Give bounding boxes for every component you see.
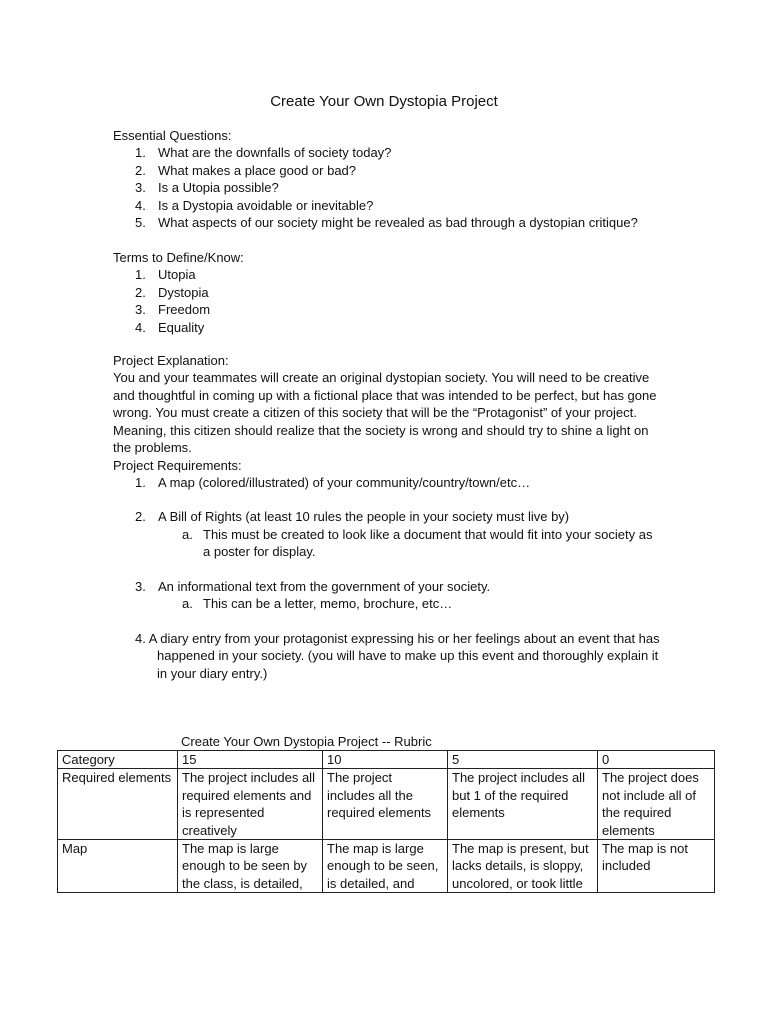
- table-row: [58, 769, 715, 840]
- list-item: 4. Equality: [135, 319, 205, 335]
- table-cell: Required elements: [58, 769, 178, 840]
- list-item: 3. Freedom: [135, 302, 211, 318]
- list-item: 3. Is a Utopia possible?: [135, 180, 279, 196]
- rubric-table: [57, 750, 715, 893]
- list-item: 4. Is a Dystopia avoidable or inevitable?: [135, 197, 374, 213]
- explanation-heading: Project Explanation:: [113, 353, 229, 368]
- requirement-4: 4. A diary entry from your protagonist expressing his or her feelings about an event that has happened in your society. (you will have to make up this event and thoroughly explain it in your diary entry.): [135, 631, 660, 681]
- list-item: 5. What aspects of our society might be revealed as bad through a dystopian critique?: [135, 215, 638, 231]
- table-header-cell: Category: [58, 751, 178, 769]
- table-cell: The project includes all the required elements: [323, 769, 448, 840]
- essential-questions-list: [113, 144, 673, 231]
- table-header-cell: 0: [598, 751, 715, 769]
- table-header-row: [58, 751, 715, 769]
- list-item: 2. What makes a place good or bad?: [135, 162, 357, 178]
- explanation-section: [113, 352, 673, 456]
- table-header-cell: 15: [178, 751, 323, 769]
- table-header-cell: 5: [448, 751, 598, 769]
- terms-section: [113, 249, 673, 336]
- essential-questions-heading: Essential Questions:: [113, 128, 232, 143]
- table-cell: The project includes all required elements and is represented creatively: [178, 769, 323, 840]
- table-cell: The project does not include all of the required elements: [598, 769, 715, 840]
- list-item: 1. Utopia: [135, 267, 196, 283]
- essential-questions-section: [113, 127, 673, 231]
- requirements-heading-block: [113, 457, 673, 474]
- table-header-cell: 10: [323, 751, 448, 769]
- list-item: 1. What are the downfalls of society today?: [135, 145, 392, 161]
- table-cell: Map: [58, 840, 178, 893]
- list-item: 2. Dystopia: [135, 284, 209, 300]
- document-page: Create Your Own Dystopia Project Essential Questions: 1. What are the downfalls of society today? 2. What makes a place good or bad? 3. Is a Utopia possible? 4. Is a Dystopia avoidable or inevitable? 5. What aspects of our society might be revealed as bad through a dystopian critique? Terms to Define/Know: 1. Utopia 2. Dystopia 3. Freedom 4. Equality Project Explanation: You and your teammates will create an original dystopian society. You will need to be creative and thoughtful in coming up with a fictional place that was intended to be perfect, but has gone wrong. You must create a citizen of this society that will be the “Protagonist” of your project. Meaning, this citizen should realize that the society is wrong and should try to shine a light on the problems. Project Requirements: 1. A map (colored/illustrated) of your community/country/town/etc… 2. A Bill of Rights (at least 10 rules the people in your society must live by) a. This must be created to look like a document that would fit into your society as a poster for display. 3. An informational text from the government of your society. a. This can be a letter, memo, brochure, etc… 4. A diary entry from your protagonist expressing his or her feelings about an event that has happened in your society. (you will have to make up this event and thoroughly explain it in your diary entry.) Create Your Own Dystopia Project -- Rubric Category 15 10 5 0 Required elements The project includes all required elements and is represented creatively The project includes all the required elements The project includes all but 1 of the required elements The project does not include all of the required elements Map The map is large enough to be seen by the class, is detailed, The map is large enough to be seen, is detailed, and The map is present, but lacks details, is sloppy, uncolored, or took little The map is not included: [0, 0, 768, 1024]
- table-cell: The map is not included: [598, 840, 715, 893]
- terms-heading: Terms to Define/Know:: [113, 250, 244, 265]
- table-row: [58, 840, 715, 893]
- table-cell: The map is large enough to be seen, is detailed, and: [323, 840, 448, 893]
- rubric-title: Create Your Own Dystopia Project -- Rubric: [181, 734, 432, 749]
- page-title: Create Your Own Dystopia Project: [270, 93, 498, 110]
- terms-list: [113, 266, 673, 336]
- table-cell: The map is large enough to be seen by the class, is detailed,: [178, 840, 323, 893]
- requirements-heading: Project Requirements:: [113, 458, 242, 473]
- explanation-body: You and your teammates will create an original dystopian society. You will need to be creative and thoughtful in coming up with a fictional place that was intended to be perfect, but has gone wrong. You must create a citizen of this society that will be the “Protagonist” of your project. Meaning, this citizen should realize that the society is wrong and should try to shine a light on the problems.: [113, 370, 657, 456]
- table-cell: The map is present, but lacks details, is sloppy, uncolored, or took little: [448, 840, 598, 893]
- table-cell: The project includes all but 1 of the required elements: [448, 769, 598, 840]
